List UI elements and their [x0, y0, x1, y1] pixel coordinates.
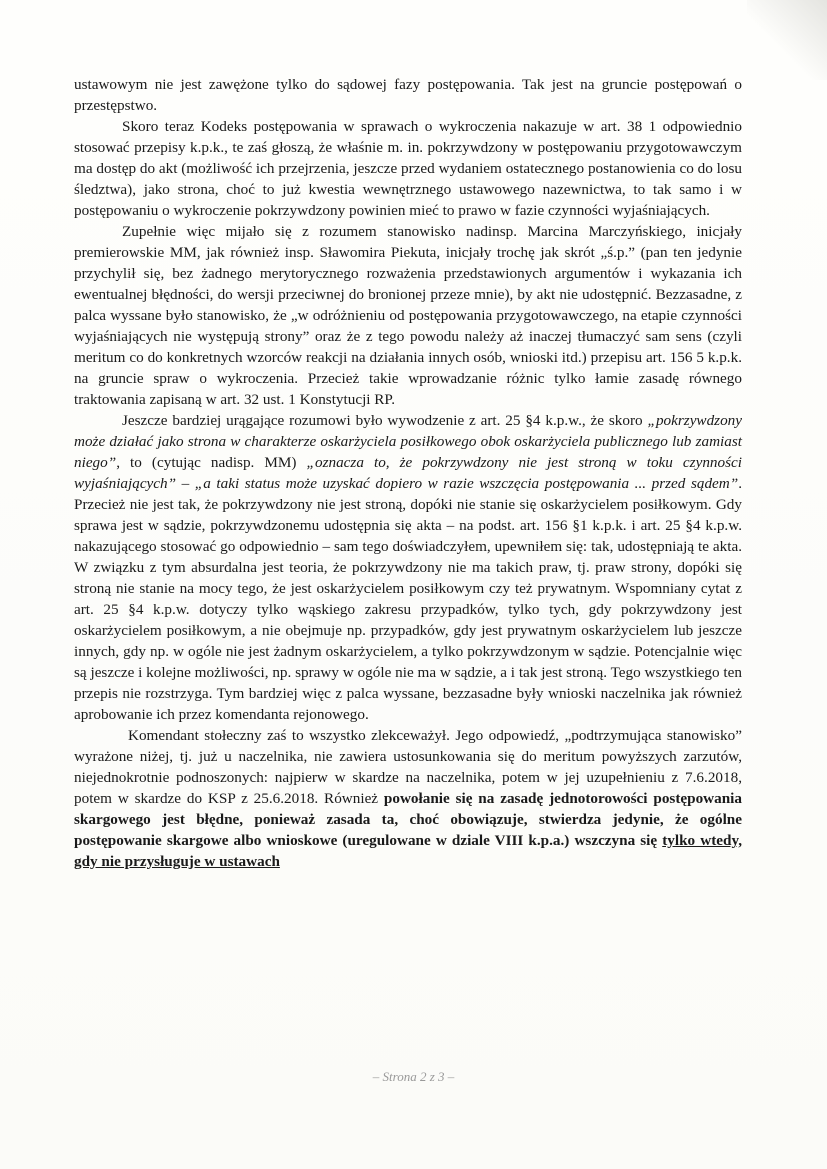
page-number-footer: – Strona 2 z 3 – — [372, 1069, 455, 1084]
paragraph-komendant — [74, 725, 742, 872]
paragraph-art25 — [74, 410, 742, 725]
quote-naczelnik: „oznacza to, że pokrzywdzony nie jest stroną w toku czynności wyjaśniających” – „a taki status może uzyskać dopiero w razie wszczęcia postępowania ... przed sądem” — [74, 454, 742, 492]
quote-art25: „pokrzywdzony może działać jako strona w charakterze oskarżyciela posiłkowego obok oskarżyciela publicznego lub zamiast niego” — [74, 412, 742, 471]
text-run: , to (cytując nadisp. MM) — [116, 454, 307, 471]
text-run: . Przecież nie jest tak, że pokrzywdzony nie jest stroną, dopóki nie stanie się oskarżycielem posiłkowym. Gdy sprawa jest w sądzie, pokrzywdzonemu udostępnia się akta – na podst. art. 156 §1 k.p.k. i art. 25 §4 k.p.w. nakazującego stosować go odpowiednio – sam tego doświadczyłem, upewniłem się: tak, udostępniają te akta. W związku z tym absurdalna jest teoria, że pokrzywdzony nie ma takich praw, tj. praw strony, dopóki się stroną nie stanie na mocy tego, że jest oskarżycielem posiłkowym czy też prywatnym. Wspomniany cytat z art. 25 §4 k.p.w. dotyczy tylko wąskiego zakresu przypadków, tylko tych, gdy pokrzywdzony jest oskarżycielem posiłkowym, a nie obejmuje np. przypadków, gdy jest prywatnym oskarżycielem lub jeszcze innych, gdy np. w ogóle nie jest żadnym oskarżycielem, a tylko pokrzywdzonym w sądzie. Potencjalnie więc są jeszcze i kolejne możliwości, np. sprawy w ogóle nie ma w sądzie, a i tak jest stroną. Tego wszystkiego ten przepis nie rozstrzyga. Tym bardziej więc z palca wyssane, bezzasadne były wnioski naczelnika jak również aprobowanie ich przez komendanta rejonowego. — [74, 475, 742, 723]
document-body — [74, 74, 742, 872]
page-corner-shadow — [747, 0, 827, 80]
text-run: Komendant stołeczny zaś to wszystko zlekceważył. Jego odpowiedź, „podtrzymująca stanowisko” wyrażone niżej, tj. już u naczelnika, nie zawiera ustosunkowania się do meritum powyższych zarzutów, niejednokrotnie podnoszonych: najpierw w skardze na naczelnika, potem w jej uzupełnieniu z 7.6.2018, potem w skardze do KSP z 25.6.2018. Również — [74, 727, 742, 807]
bold-argument: powołanie się na zasadę jednotorowości postępowania skargowego jest błędne, ponieważ zasada ta, choć obowiązuje, stwierdza jedynie, że ogólne postępowanie skargowe albo wnioskowe (uregulowane w dziale VIII k.p.a.) wszczyna się — [74, 790, 742, 849]
paragraph-continuation: ustawowym nie jest zawężone tylko do sądowej fazy postępowania. Tak jest na gruncie postępowań o przestępstwo. — [74, 76, 742, 114]
paragraph-kpw-art38: Skoro teraz Kodeks postępowania w sprawach o wykroczenia nakazuje w art. 38 1 odpowiednio stosować przepisy k.p.k., te zaś głoszą, że właśnie m. in. pokrzywdzony w postępowaniu przygotowawczym ma dostęp do akt (możliwość ich przejrzenia, jeszcze przed wydaniem ostatecznego postanowienia co do losu śledztwa), jako strona, choć to już kwestia wewnętrznego ustawowego nazewnictwa, to tak samo i w postępowaniu o wykroczenie pokrzywdzony powinien mieć to prawo w fazie czynności wyjaśniających. — [74, 118, 742, 219]
bold-underlined-argument: tylko wtedy, gdy nie przysługuje w ustawach — [74, 832, 742, 870]
text-run: Jeszcze bardziej urągające rozumowi było wywodzenie z art. 25 §4 k.p.w., że skoro — [122, 412, 648, 429]
paragraph-stanowisko-naczelnika: Zupełnie więc mijało się z rozumem stanowisko nadinsp. Marcina Marczyńskiego, inicjały premierowskie MM, jak również insp. Sławomira Piekuta, inicjały trochę jak skrót „ś.p.” (pan ten jedynie przychylił się, bez żadnego merytorycznego rozważenia przedstawionych argumentów i wykazania ich ewentualnej błędności, do wersji przeciwnej do bronionej przeze mnie), by akt nie udostępnić. Bezzasadne, z palca wyssane było stanowisko, że „w odróżnieniu od postępowania przygotowawczego, na etapie czynności wyjaśniających nie występują strony” oraz że z tego powodu należy aż inaczej tłumaczyć sam sens (czyli meritum co do konkretnych wzorców reakcji na działania innych osób, wnioski itd.) przepisu art. 156 5 k.p.k. na gruncie spraw o wykroczenia. Przecież takie wprowadzanie różnic tylko łamie zasadę równego traktowania zapisaną w art. 32 ust. 1 Konstytucji RP. — [74, 223, 742, 408]
